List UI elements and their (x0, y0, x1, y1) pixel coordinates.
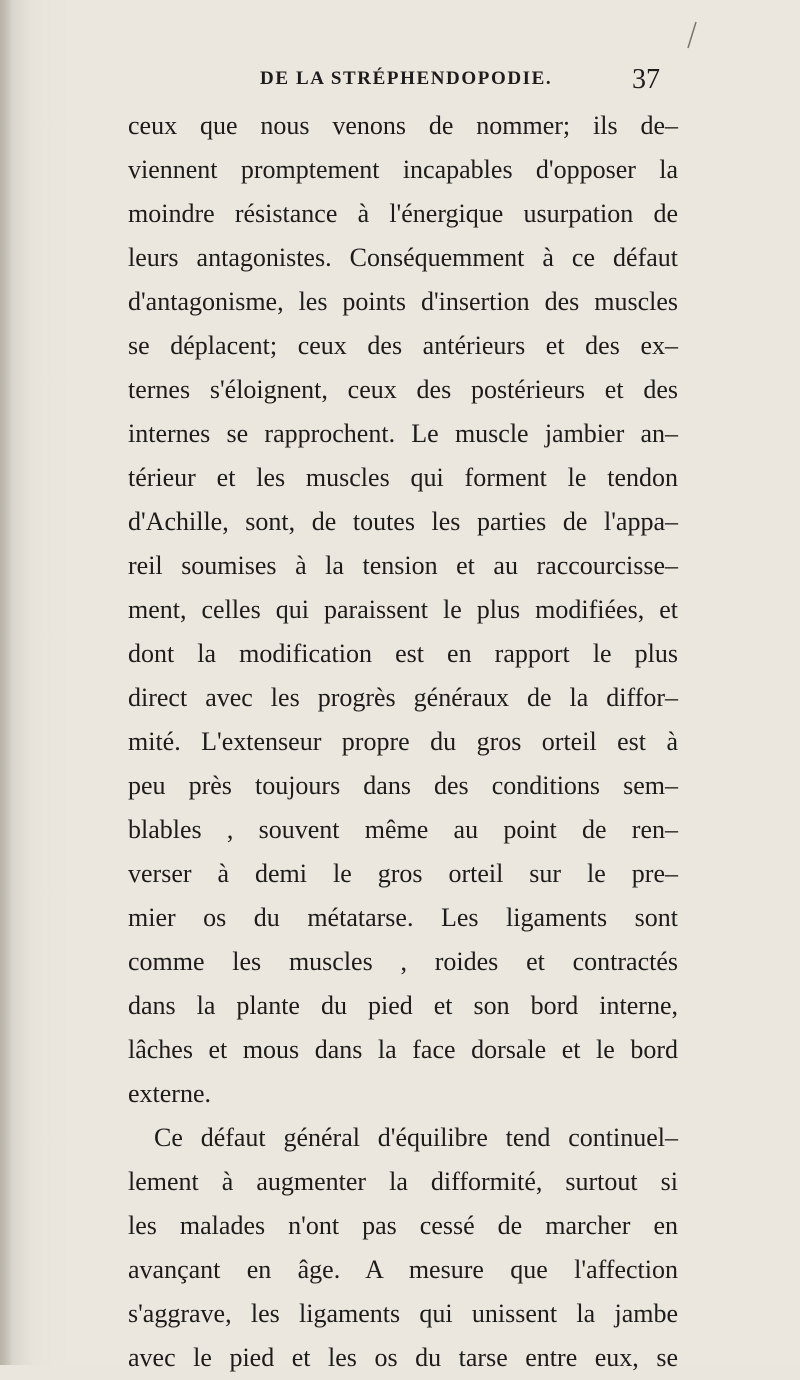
text-line: mier os du métatarse. Les ligaments sont (128, 903, 678, 932)
page-header (260, 64, 660, 94)
text-line: direct avec les progrès généraux de la diffor– (128, 683, 678, 712)
text-line: mité. L'extenseur propre du gros orteil est à (128, 727, 678, 756)
stray-pencil-mark (682, 18, 702, 58)
text-line: s'aggrave, les ligaments qui unissent la jambe (128, 1299, 678, 1328)
text-line: ceux que nous venons de nommer; ils de– (128, 111, 678, 140)
text-line: térieur et les muscles qui forment le tendon (128, 463, 678, 492)
text-line: ternes s'éloignent, ceux des postérieurs et des (128, 375, 678, 404)
text-line: externe. (128, 1079, 212, 1108)
text-line: les malades n'ont pas cessé de marcher en (128, 1211, 678, 1240)
text-line: internes se rapprochent. Le muscle jambier an– (128, 419, 678, 448)
text-line: lement à augmenter la difformité, surtout si (128, 1167, 678, 1196)
page-number: 37 (632, 64, 660, 95)
text-line: avançant en âge. A mesure que l'affection (128, 1255, 678, 1284)
text-line: viennent promptement incapables d'opposer la (128, 155, 678, 184)
text-line: reil soumises à la tension et au raccourcisse– (128, 551, 678, 580)
text-line: d'antagonisme, les points d'insertion des muscles (128, 287, 678, 316)
text-line: se déplacent; ceux des antérieurs et des ex– (128, 331, 678, 360)
body-text (128, 104, 678, 1380)
text-line: dont la modification est en rapport le plus (128, 639, 678, 668)
text-line: lâches et mous dans la face dorsale et le bord (128, 1035, 678, 1064)
text-line: comme les muscles , roides et contractés (128, 947, 678, 976)
running-head: DE LA STRÉPHENDOPODIE. (260, 68, 553, 89)
text-line: avec le pied et les os du tarse entre eux, se (128, 1343, 678, 1372)
text-line: d'Achille, sont, de toutes les parties de l'appa– (128, 507, 678, 536)
text-line: blables , souvent même au point de ren– (128, 815, 678, 844)
text-line: ment, celles qui paraissent le plus modifiées, et (128, 595, 678, 624)
text-line: moindre résistance à l'énergique usurpation de (128, 199, 678, 228)
text-line: peu près toujours dans des conditions sem– (128, 771, 678, 800)
binding-shadow (0, 0, 12, 1365)
text-line: leurs antagonistes. Conséquemment à ce défaut (128, 243, 678, 272)
text-line: Ce défaut général d'équilibre tend continuel– (154, 1123, 678, 1152)
text-line: verser à demi le gros orteil sur le pre– (128, 859, 678, 888)
text-line: dans la plante du pied et son bord interne, (128, 991, 678, 1020)
